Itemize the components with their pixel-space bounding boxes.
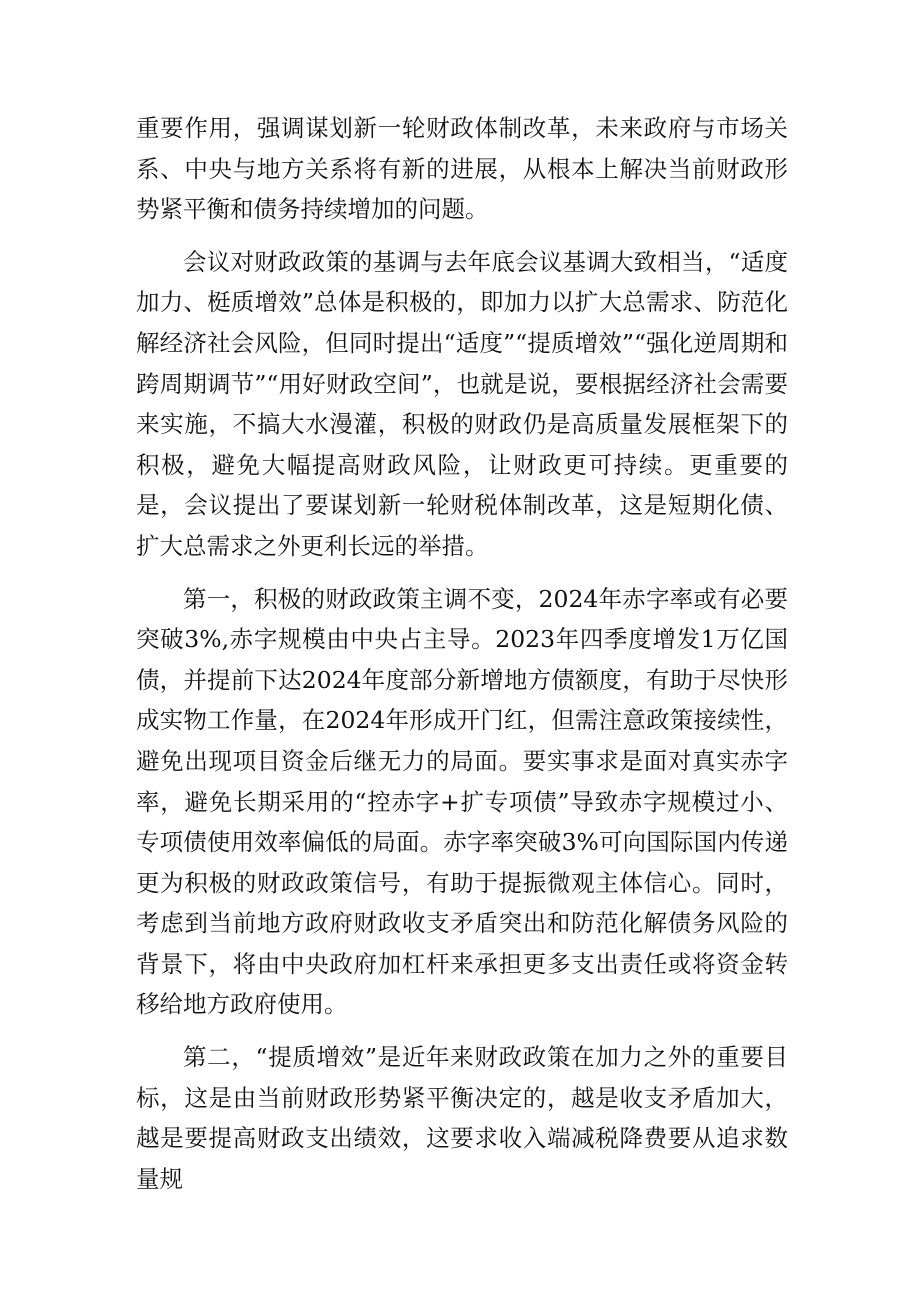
paragraph-second-point: 第二，“提质增效”是近年来财政政策在加力之外的重要目标，这是由当前财政形势紧平衡决定的，越是收支矛盾加大，越是要提高财政支出绩效，这要求收入端减税降费要从追求数量规 xyxy=(136,1043,788,1193)
paragraph-continued: 重要作用，强调谋划新一轮财政体制改革，未来政府与市场关系、中央与地方关系将有新的进展，从根本上解决当前财政形势紧平衡和债务持续增加的问题。 xyxy=(136,114,788,224)
paragraph-first-point: 第一，积极的财政政策主调不变，2024年赤字率或有必要突破3%,赤字规模由中央占主导。2023年四季度增发1万亿国债，并提前下达2024年度部分新增地方债额度，有助于尽快形成实物工作量，在2024年形成开门红，但需注意政策接续性，避免出现项目资金后继无力的局面。要实事求是面对真实赤字率，避免长期采用的“控赤字+扩专项债”导致赤字规模过小、专项债使用效率偏低的局面。赤字率突破3%可向国际国内传递更为积极的财政政策信号，有助于提振微观主体信心。同时，考虑到当前地方政府财政收支矛盾突出和防范化解债务风险的背景下，将由中央政府加杠杆来承担更多支出责任或将资金转移给地方政府使用。 xyxy=(136,584,788,1019)
document-body xyxy=(136,108,788,1211)
paragraph-meeting-tone: 会议对财政政策的基调与去年底会议基调大致相当，“适度加力、梃质增效”总体是积极的，即加力以扩大总需求、防范化解经济社会风险，但同时提出“适度”“提质增效”“强化逆周期和跨周期调节”“用好财政空间”，也就是说，要根据经济社会需要来实施，不搞大水漫灌，积极的财政仍是高质量发展框架下的积极，避免大幅提高财政风险，让财政更可持续。更重要的是，会议提出了要谋划新一轮财税体制改革，这是短期化债、扩大总需求之外更利长远的举措。 xyxy=(136,247,788,560)
